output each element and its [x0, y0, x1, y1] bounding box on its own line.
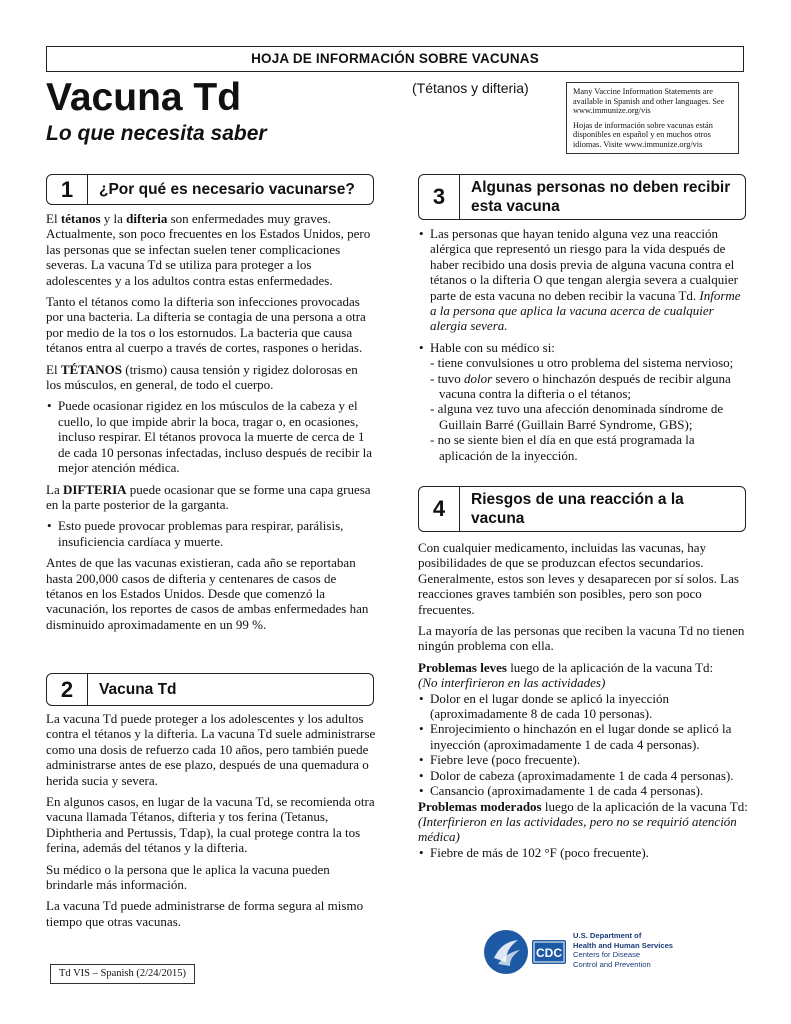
language-info-box	[566, 82, 739, 154]
section-3-body	[418, 226, 748, 463]
paragraph: En algunos casos, en lugar de la vacuna Td, se recomienda otra vacuna llamada Tétanos, difteria y tos ferina (Tetanus, Diphtheria and Pertussis, Tdap), la cual protege contra la tos ferina, además del tétanos y la difteria.	[46, 794, 375, 856]
bullet-list	[46, 398, 376, 475]
section-title: Vacuna Td	[99, 681, 177, 698]
list-item: • Fiebre leve (poco frecuente).	[430, 752, 748, 767]
mild-problems-note: (No interfirieron en las actividades)	[418, 675, 606, 691]
section-2-header	[46, 673, 374, 706]
list-item: • Fiebre de más de 102 °F (poco frecuente).	[430, 845, 748, 860]
moderate-problems-heading: Problemas moderados luego de la aplicación de la vacuna Td:	[418, 798, 748, 814]
list-item: • Dolor en el lugar donde se aplicó la inyección (aproximadamente 8 de cada 10 personas).	[430, 691, 748, 722]
section-number: 4	[419, 487, 460, 531]
section-2-body	[46, 711, 376, 935]
section-1-header	[46, 174, 374, 205]
vaccine-diseases-note: (Tétanos y difteria)	[412, 80, 529, 96]
list-item: • Hable con su médico si:	[430, 340, 748, 355]
bullet-list	[418, 340, 748, 355]
section-number: 2	[47, 674, 88, 705]
info-english: Many Vaccine Information Statements are available in Spanish and other languages. See www.immunize.org/vis	[573, 87, 725, 116]
sub-item: - alguna vez tuvo una afección denominada síndrome de Guillain Barré (Guillain Barré Syndrome, GBS);	[430, 401, 724, 432]
agency-name: U.S. Department of Health and Human Services Centers for Disease Control and Prevention	[573, 931, 674, 969]
moderate-problems-note: (Interfirieron en las actividades, pero no se requirió atención médica)	[418, 813, 737, 845]
sub-item: - no se siente bien el día en que está programada la aplicación de la inyección.	[430, 432, 695, 463]
vis-edition-label: Td VIS – Spanish (2/24/2015)	[50, 964, 195, 984]
moderate-problems-list	[418, 845, 748, 860]
section-number: 3	[419, 175, 460, 219]
mild-problems-list	[418, 691, 748, 799]
section-title: Algunas personas no deben recibir esta vacuna	[471, 179, 731, 215]
sub-item: - tiene convulsiones u otro problema del sistema nervioso;	[430, 355, 734, 371]
section-title: Riesgos de una reacción a la vacuna	[471, 491, 684, 527]
page-subtitle: Lo que necesita saber	[46, 122, 267, 145]
list-item: • Esto puede provocar problemas para respirar, parálisis, insuficiencia cardíaca y muerte.	[58, 518, 376, 549]
list-item: • Enrojecimiento o hinchazón en el lugar donde se aplicó la inyección (aproximadamente 1 de cada 4 personas).	[430, 721, 748, 752]
paragraph: La vacuna Td puede proteger a los adolescentes y los adultos contra el tétanos y la difteria. La vacuna Td suele administrarse como una dosis de refuerzo cada 10 años, pero también puede administrarse antes de ese plazo, después de una quemadura o herida sucia y severa.	[46, 711, 376, 788]
document-type-bar: HOJA DE INFORMACIÓN SOBRE VACUNAS	[46, 46, 744, 72]
paragraph: La mayoría de las personas que reciben la vacuna Td no tienen ningún problema con ella.	[418, 623, 745, 654]
paragraph: Con cualquier medicamento, incluidas las vacunas, hay posibilidades de que se produzcan efectos secundarios. Generalmente, estos son leves y desaparecen por sí solos. Las reacciones graves también son posibles, pero son poco frecuentes.	[418, 540, 739, 617]
paragraph: Tanto el tétanos como la difteria son infecciones provocadas por una bacteria. La difteria se contagia de una persona a otra por medio de la tos o los estornudos. La bacteria que causa tétanos entra al cuerpo a través de cortes, raspones o heridas.	[46, 294, 366, 356]
svg-text:CDC: CDC	[536, 946, 562, 960]
section-3-header	[418, 174, 746, 220]
bullet-list	[46, 518, 376, 549]
paragraph: El TÉTANOS (trismo) causa tensión y rigidez dolorosas en los músculos, en general, de todo el cuerpo.	[46, 361, 358, 393]
sub-list	[418, 355, 748, 463]
mild-problems-heading: Problemas leves luego de la aplicación de la vacuna Td:	[418, 659, 714, 675]
list-item: • Dolor de cabeza (aproximadamente 1 de cada 4 personas).	[430, 768, 748, 783]
paragraph: Su médico o la persona que le aplica la vacuna pueden brindarle más información.	[46, 861, 330, 893]
paragraph: Antes de que las vacunas existieran, cada año se reportaban hasta 200,000 casos de difteria y centenares de casos de tétanos en los Estados Unidos. Desde que comenzó la vacunación, los reportes de casos de ambas enfermedades han disminuido aproximadamente en un 99 %.	[46, 555, 369, 632]
section-number: 1	[47, 175, 88, 204]
section-1-body	[46, 211, 376, 638]
page-title: Vacuna Td	[46, 76, 242, 119]
paragraph: La vacuna Td puede administrarse de forma segura al mismo tiempo que otras vacunas.	[46, 898, 364, 929]
list-item: • Las personas que hayan tenido alguna vez una reacción alérgica que representó un riesgo para la vida después de haber recibido una dosis previa de alguna vacuna contra el tétanos o la difteria O que tengan alergia severa a cualquier parte de esta vacuna no deben recibir la vacuna Td. Informe a la persona que aplica la vacuna acerca de cualquier alergia severa.	[430, 226, 748, 334]
section-title: ¿Por qué es necesario vacunarse?	[99, 181, 355, 198]
section-4-body	[418, 540, 748, 866]
bullet-list	[418, 226, 748, 334]
list-item: • Puede ocasionar rigidez en los músculos de la cabeza y el cuello, lo que impide abrir la boca, tragar o, en ocasiones, incluso respirar. El tétanos provoca la muerte de cerca de 1 de cada 10 personas infectadas, incluso después de recibir la mejor atención médica.	[58, 398, 376, 475]
sub-item: - tuvo dolor severo o hinchazón después de recibir alguna vacuna contra la difteria o el tétanos;	[430, 370, 731, 402]
list-item: • Cansancio (aproximadamente 1 de cada 4 personas).	[430, 783, 748, 798]
info-spanish: Hojas de información sobre vacunas están disponibles en español y en muchos otros idiomas. Visite www.immunize.org/vis	[573, 120, 713, 149]
hhs-cdc-logo	[484, 928, 568, 976]
paragraph: El tétanos y la difteria son enfermedades muy graves. Actualmente, son poco frecuentes en los Estados Unidos, pero las personas que se infectan suelen tener complicaciones severas. La vacuna Td se utiliza para proteger a los adolescentes y a los adultos contra estas enfermedades.	[46, 211, 371, 288]
section-4-header	[418, 486, 746, 532]
paragraph: La DIFTERIA puede ocasionar que se forme una capa gruesa en la parte posterior de la garganta.	[46, 481, 371, 512]
